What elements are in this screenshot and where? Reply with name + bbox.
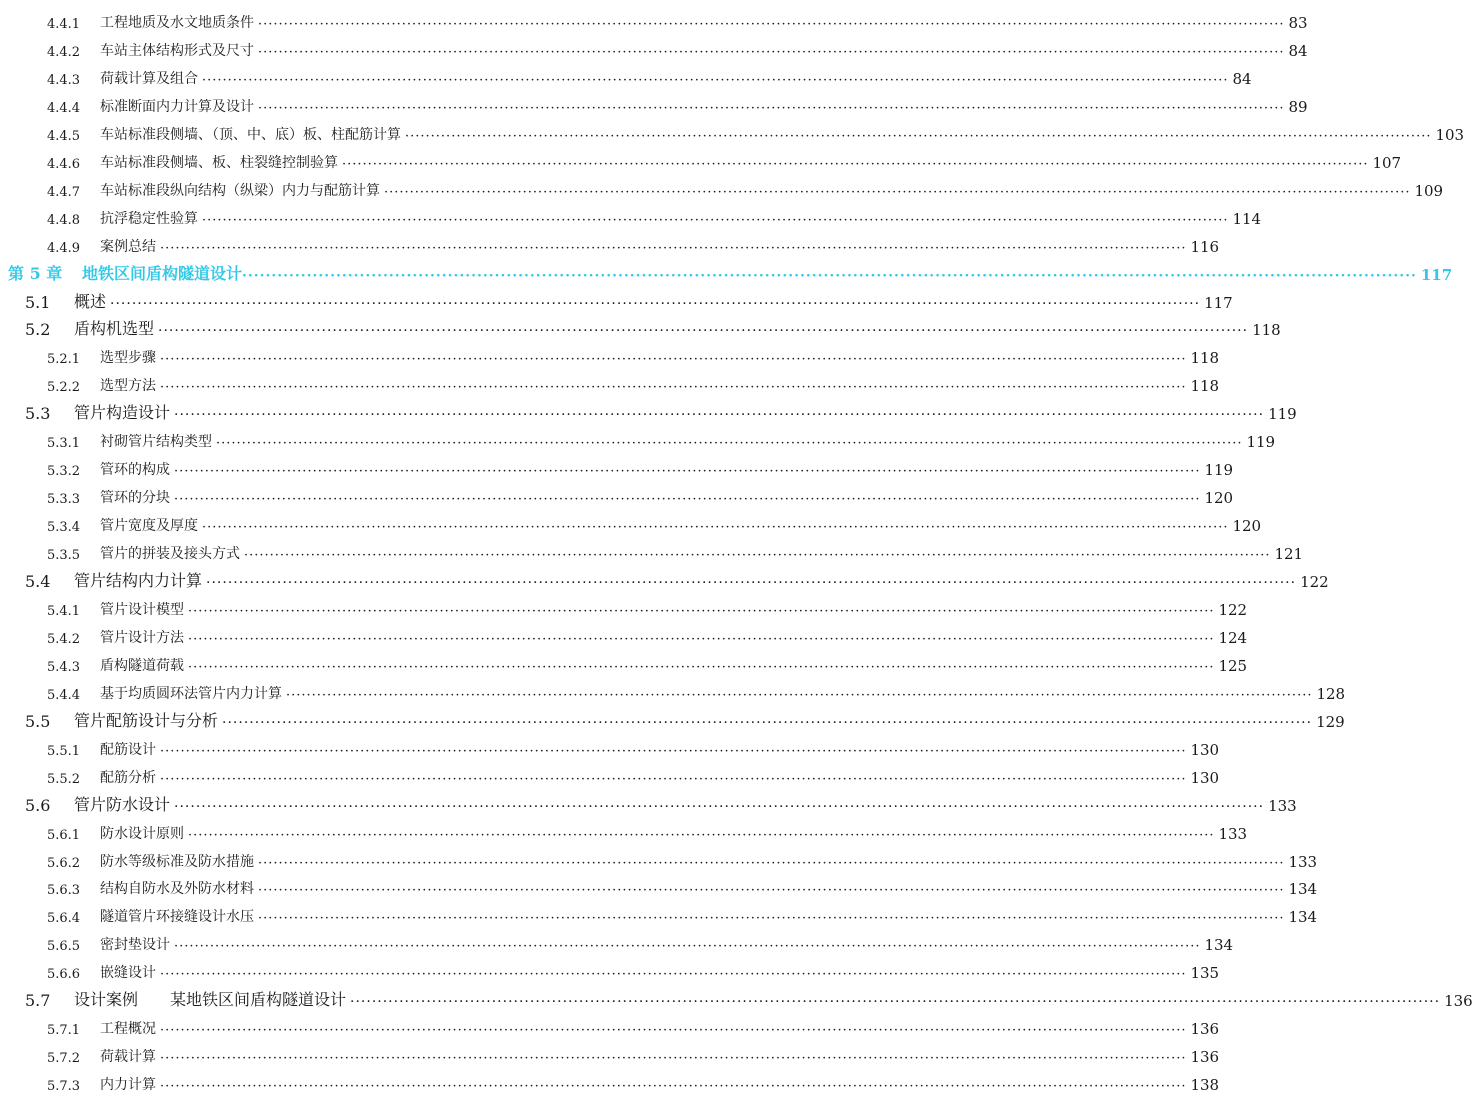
toc-leader-dots: ········································································································································································································: [174, 464, 1201, 480]
toc-leader-dots: ········································································································································································································: [158, 323, 1249, 340]
toc-entry-number: 5.6.3: [47, 883, 81, 899]
toc-subsection-entry[interactable]: [0, 32, 1308, 60]
toc-leader-dots: ········································································································································································································: [174, 407, 1265, 424]
toc-leader-dots: ········································································································································································································: [188, 659, 1215, 675]
toc-entry-number: 5.2: [25, 320, 51, 340]
toc-page-number: 133: [1218, 824, 1248, 843]
toc-entry-title: 案例总结: [100, 238, 156, 255]
toc-entry-title: 配筋分析: [100, 769, 156, 786]
toc-entry-title: 盾构机选型: [74, 319, 155, 339]
toc-subsection-entry[interactable]: [0, 479, 1234, 508]
toc-section-entry[interactable]: [0, 787, 1297, 815]
toc-entry-title: 结构自防水及外防水材料: [100, 881, 254, 898]
toc-subsection-entry[interactable]: [0, 339, 1220, 368]
toc-page-number: 107: [1372, 153, 1402, 172]
toc-page-number: 135: [1190, 964, 1220, 983]
toc-entry-title: 设计案例 某地铁区间盾构隧道设计: [74, 990, 347, 1010]
toc-entry-title: 车站主体结构形式及尺寸: [100, 42, 254, 59]
toc-leader-dots: ········································································································································································································: [188, 827, 1215, 843]
toc-entry-title: 配筋设计: [100, 741, 156, 758]
toc-entry-title: 内力计算: [100, 1077, 156, 1094]
toc-entry-title: 管片设计方法: [100, 629, 184, 646]
toc-subsection-entry[interactable]: [0, 647, 1248, 675]
toc-entry-title: 管环的构成: [100, 462, 170, 479]
toc-page-number: 84: [1232, 69, 1252, 88]
toc-entry-title: 嵌缝设计: [100, 965, 156, 982]
toc-leader-dots: ········································································································································································································: [202, 520, 1229, 536]
toc-leader-dots: ········································································································································································································: [160, 1023, 1187, 1039]
toc-page-number: 129: [1316, 712, 1345, 731]
toc-page-number: 119: [1204, 461, 1234, 480]
toc-entry-number: 5.4: [25, 572, 51, 591]
toc-page-number: 109: [1414, 181, 1444, 200]
toc-entry-number: 5.6.6: [47, 967, 81, 983]
toc-entry-number: 5.4.3: [47, 659, 81, 675]
toc-entry-number: 4.4.4: [47, 100, 81, 116]
toc-leader-dots: ········································································································································································································: [342, 156, 1369, 172]
toc-subsection-entry[interactable]: [0, 1010, 1220, 1039]
toc-entry-title: 车站标准段纵向结构（纵梁）内力与配筋计算: [100, 182, 380, 199]
toc-entry-number: 4.4.2: [47, 44, 81, 60]
toc-subsection-entry[interactable]: [0, 675, 1346, 703]
toc-leader-dots: ········································································································································································································: [202, 72, 1229, 88]
toc-entry-title: 盾构隧道荷载: [100, 657, 184, 674]
toc-page-number: 117: [1204, 293, 1233, 312]
toc-entry-number: 5.6.1: [47, 827, 81, 843]
toc-page-number: 118: [1190, 349, 1220, 368]
toc-page-number: 136: [1444, 992, 1473, 1011]
toc-page-number: 124: [1218, 628, 1248, 647]
toc-entry-number: 第 5 章: [8, 263, 63, 283]
toc-subsection-entry[interactable]: [0, 870, 1318, 899]
toc-subsection-entry[interactable]: [0, 1066, 1220, 1095]
toc-leader-dots: ········································································································································································································: [160, 967, 1187, 983]
toc-entry-number: 5.5.2: [47, 771, 81, 787]
toc-entry-number: 5.2.2: [47, 380, 81, 396]
toc-entry-number: 4.4.3: [47, 72, 81, 88]
toc-page-number: 83: [1288, 14, 1308, 32]
toc-subsection-entry[interactable]: [0, 619, 1248, 647]
toc-leader-dots: ········································································································································································································: [174, 798, 1265, 815]
toc-subsection-entry[interactable]: [0, 144, 1402, 172]
toc-page-number: 133: [1288, 852, 1318, 871]
toc-leader-dots: ········································································································································································································: [160, 771, 1187, 787]
toc-entry-number: 4.4.6: [47, 156, 81, 172]
toc-subsection-entry[interactable]: [0, 731, 1220, 759]
toc-leader-dots: ········································································································································································································: [384, 184, 1411, 200]
toc-leader-dots: ········································································································································································································: [160, 240, 1187, 256]
toc-section-entry[interactable]: [0, 311, 1281, 340]
toc-entry-title: 选型方法: [100, 378, 156, 395]
toc-entry-number: 4.4.8: [47, 212, 81, 228]
toc-page-number: 130: [1190, 768, 1220, 787]
toc-page-number: 136: [1190, 1048, 1220, 1067]
toc-entry-number: 4.4.1: [47, 17, 81, 32]
toc-leader-dots: ········································································································································································································: [160, 743, 1187, 759]
toc-leader-dots: ········································································································································································································: [258, 44, 1285, 60]
toc-leader-dots: ········································································································································································································: [174, 939, 1201, 955]
toc-section-entry[interactable]: [0, 395, 1297, 424]
toc-subsection-entry[interactable]: [0, 954, 1220, 983]
toc-entry-title: 荷载计算: [100, 1049, 156, 1066]
toc-entry-title: 管片构造设计: [74, 403, 171, 423]
toc-page-number: 120: [1204, 489, 1234, 508]
toc-leader-dots: ········································································································································································································: [258, 855, 1285, 871]
toc-page-number: 122: [1218, 600, 1248, 619]
toc-page-number: 114: [1232, 209, 1262, 228]
toc-page-number: 119: [1268, 405, 1297, 424]
toc-leader-dots: ········································································································································································································: [160, 352, 1187, 368]
toc-entry-number: 5.1: [25, 292, 51, 312]
toc-entry-title: 工程地质及水文地质条件: [100, 15, 254, 31]
toc-section-entry[interactable]: [0, 703, 1345, 731]
toc-entry-number: 5.4.1: [47, 603, 81, 619]
toc-entry-title: 工程概况: [100, 1021, 156, 1038]
toc-page-number: 134: [1288, 908, 1318, 927]
toc-leader-dots: ········································································································································································································: [206, 575, 1297, 591]
toc-entry-number: 5.2.1: [47, 352, 81, 368]
toc-page-number: 116: [1190, 237, 1220, 256]
toc-leader-dots: ········································································································································································································: [188, 603, 1215, 619]
toc-entry-number: 5.4.4: [47, 687, 81, 703]
toc-entry-title: 选型步骤: [100, 350, 156, 367]
toc-page-number: 125: [1218, 656, 1248, 675]
toc-leader-dots: ········································································································································································································: [160, 1051, 1187, 1067]
toc-subsection-entry[interactable]: [0, 843, 1318, 871]
toc-leader-dots: ········································································································································································································: [258, 100, 1285, 116]
toc-entry-number: 5.4.2: [47, 631, 81, 647]
toc-entry-title: 标准断面内力计算及设计: [100, 98, 254, 115]
toc-entry-title: 抗浮稳定性验算: [100, 210, 198, 227]
toc-subsection-entry[interactable]: [0, 926, 1234, 955]
toc-subsection-entry[interactable]: [0, 367, 1220, 396]
toc-entry-title: 衬砌管片结构类型: [100, 434, 212, 451]
toc-page-number: 84: [1288, 41, 1308, 60]
toc-entry-title: 概述: [74, 291, 107, 311]
toc-subsection-entry[interactable]: [0, 535, 1304, 564]
toc-subsection-entry[interactable]: [0, 60, 1252, 88]
toc-page-number: 118: [1252, 321, 1281, 340]
toc-entry-number: 5.6.4: [47, 911, 81, 927]
toc-entry-number: 5.7.1: [47, 1023, 81, 1039]
toc-page-number: 134: [1204, 936, 1234, 955]
toc-page-number: 89: [1288, 97, 1308, 116]
toc-subsection-entry[interactable]: [0, 88, 1308, 116]
toc-page-number: 138: [1190, 1076, 1220, 1095]
toc-leader-dots: ········································································································································································································: [405, 128, 1432, 144]
toc-leader-dots: ········································································································································································································: [286, 687, 1313, 703]
toc-page-number: 119: [1246, 433, 1276, 452]
toc-entry-number: 5.3.1: [47, 436, 81, 452]
toc-page-number: 136: [1190, 1020, 1220, 1039]
toc-entry-title: 地铁区间盾构隧道设计: [82, 263, 243, 283]
toc-entry-title: 管环的分块: [100, 490, 170, 507]
toc-entry-title: 密封垫设计: [100, 937, 170, 954]
toc-entry-title: 车站标准段侧墙、板、柱裂缝控制验算: [100, 154, 338, 171]
toc-leader-dots: ········································································································································································································: [160, 1079, 1187, 1095]
toc-entry-number: 4.4.9: [47, 240, 81, 256]
toc-entry-number: 4.4.7: [47, 184, 81, 200]
toc-entry-title: 防水设计原则: [100, 825, 184, 842]
toc-entry-number: 5.5: [25, 711, 51, 731]
toc-entry-title: 车站标准段侧墙、（顶、中、底）板、柱配筋计算: [100, 126, 401, 143]
toc-page-number: 103: [1435, 125, 1465, 144]
toc-subsection-entry[interactable]: [0, 507, 1262, 536]
toc-entry-title: 荷载计算及组合: [100, 70, 198, 87]
toc-entry-number: 5.3.5: [47, 548, 81, 564]
toc-page-number: 133: [1268, 796, 1297, 815]
toc-leader-dots: ········································································································································································································: [258, 911, 1285, 927]
toc-page-number: 122: [1300, 573, 1329, 591]
toc-leader-dots: ········································································································································································································: [202, 212, 1229, 228]
toc-subsection-entry[interactable]: [0, 898, 1318, 927]
toc-entry-number: 5.6: [25, 795, 51, 815]
toc-page-number: 128: [1316, 684, 1346, 703]
toc-leader-dots: ········································································································································································································: [222, 714, 1313, 731]
toc-entry-title: 管片设计模型: [100, 601, 184, 618]
toc-subsection-entry[interactable]: [0, 451, 1234, 480]
toc-leader-dots: ········································································································································································································: [110, 295, 1201, 312]
toc-subsection-entry[interactable]: [0, 423, 1276, 452]
toc-entry-number: 5.7.2: [47, 1051, 81, 1067]
toc-subsection-entry[interactable]: [0, 815, 1248, 843]
toc-subsection-entry[interactable]: [0, 172, 1444, 200]
toc-entry-number: 5.3: [25, 404, 51, 424]
toc-entry-title: 管片宽度及厚度: [100, 518, 198, 535]
toc-leader-dots: ········································································································································································································: [174, 492, 1201, 508]
toc-page-number: 121: [1274, 545, 1304, 564]
toc-entry-title: 基于均质圆环法管片内力计算: [100, 685, 282, 702]
toc-entry-number: 5.7: [25, 991, 51, 1011]
toc-leader-dots: ········································································································································································································: [242, 267, 1417, 284]
toc-subsection-entry[interactable]: [0, 1038, 1220, 1067]
toc-subsection-entry[interactable]: [0, 4, 1308, 32]
toc-entry-number: 5.3.4: [47, 520, 81, 536]
toc-entry-number: 5.3.3: [47, 492, 81, 508]
toc-chapter-entry[interactable]: [0, 256, 1453, 284]
toc-subsection-entry[interactable]: [0, 200, 1262, 228]
toc-subsection-entry[interactable]: [0, 116, 1465, 144]
toc-entry-title: 管片的拼装及接头方式: [100, 546, 240, 563]
toc-subsection-entry[interactable]: [0, 759, 1220, 787]
toc-entry-title: 管片结构内力计算: [74, 571, 203, 590]
toc-entry-title: 管片配筋设计与分析: [74, 710, 219, 730]
toc-entry-number: 5.6.2: [47, 855, 81, 871]
toc-page-number: 118: [1190, 377, 1220, 396]
toc-page-number: 130: [1190, 740, 1220, 759]
toc-section-entry[interactable]: [0, 982, 1473, 1011]
toc-subsection-entry[interactable]: [0, 591, 1248, 619]
toc-section-entry[interactable]: [0, 284, 1233, 312]
toc-leader-dots: ········································································································································································································: [350, 994, 1441, 1011]
toc-entry-title: 防水等级标准及防水措施: [100, 853, 254, 870]
toc-leader-dots: ········································································································································································································: [188, 631, 1215, 647]
toc-entry-number: 5.5.1: [47, 743, 81, 759]
toc-leader-dots: ········································································································································································································: [216, 436, 1243, 452]
toc-entry-title: 隧道管片环接缝设计水压: [100, 909, 254, 926]
toc-section-entry[interactable]: [0, 563, 1329, 591]
toc-leader-dots: ········································································································································································································: [258, 883, 1285, 899]
toc-entry-number: 5.7.3: [47, 1079, 81, 1095]
toc-page-number: 117: [1420, 265, 1453, 284]
toc-page-number: 134: [1288, 880, 1318, 899]
toc-entry-number: 5.6.5: [47, 939, 81, 955]
toc-leader-dots: ········································································································································································································: [160, 380, 1187, 396]
toc-leader-dots: ········································································································································································································: [244, 548, 1271, 564]
toc-page-number: 120: [1232, 517, 1262, 536]
toc-entry-number: 5.3.2: [47, 464, 81, 480]
toc-subsection-entry[interactable]: [0, 228, 1220, 256]
toc-leader-dots: ········································································································································································································: [258, 17, 1285, 32]
toc-entry-title: 管片防水设计: [74, 794, 171, 814]
toc-entry-number: 4.4.5: [47, 128, 81, 144]
